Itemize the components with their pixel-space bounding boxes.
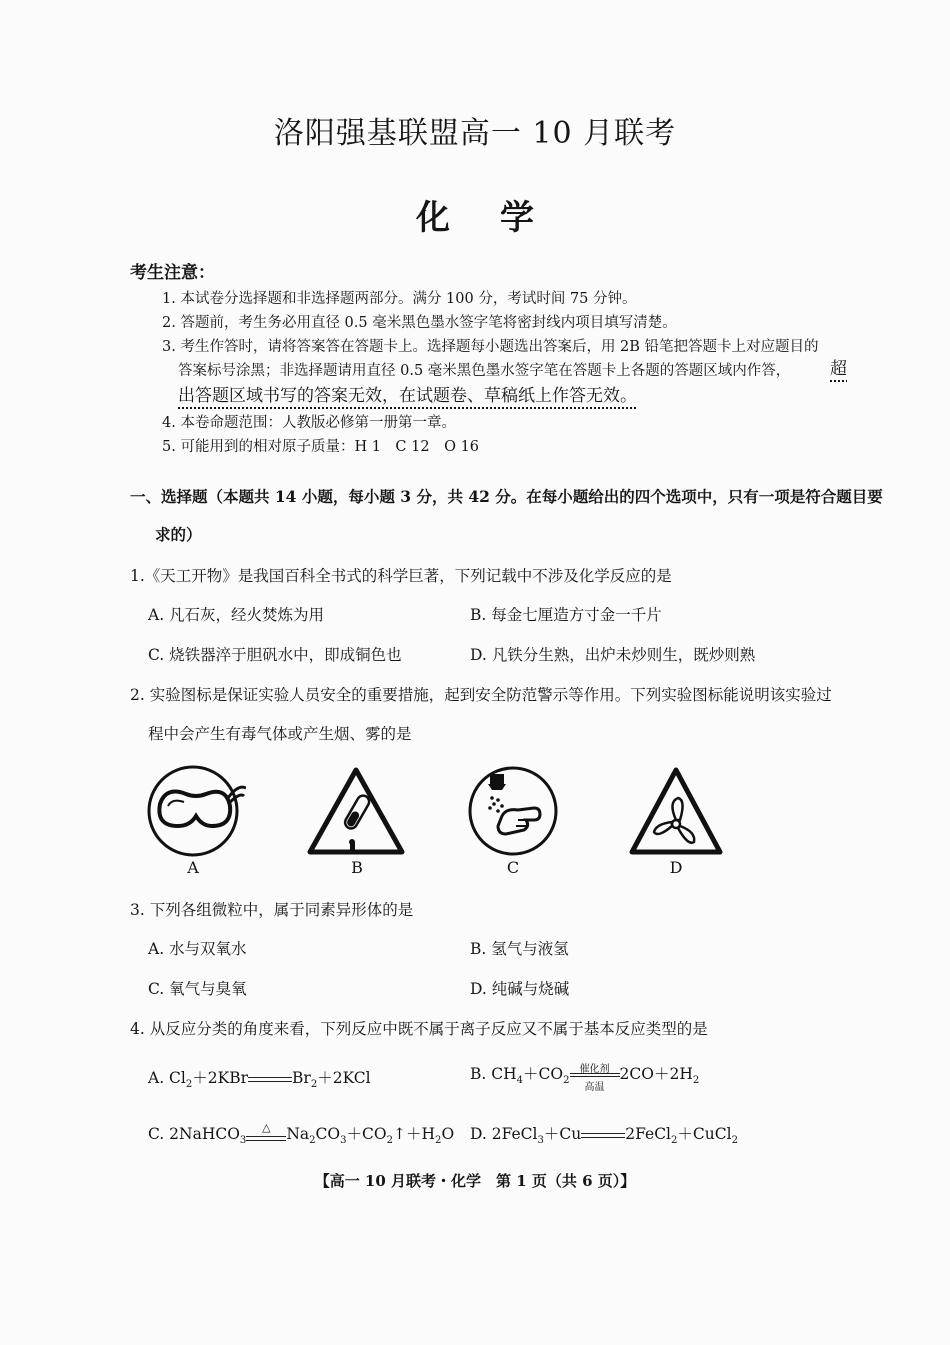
q1-option-a: A. 凡石灰，经火焚炼为用 <box>148 606 325 624</box>
notice-item-3: 3. 考生作答时，请将答案答在答题卡上。选择题每小题选出答案后，用 2B 铅笔把答题卡上对应题目的 <box>162 339 819 355</box>
q4-b-catalyst: 催化剂 <box>579 1064 610 1075</box>
q2-label-a: A <box>187 858 199 877</box>
q2-label-d: D <box>669 858 683 877</box>
q4-option-a: A. $Cl_2+2KBr$ $Br_2+2KCl$ <box>148 1069 371 1091</box>
page-footer: 【高一 10 月联考・化学 第 1 页（共 6 页）】 <box>314 1172 636 1190</box>
subject-title: 化学 <box>416 198 584 238</box>
notice-item-3-cont: 答案标号涂黑；非选择题请用直径 0.5 毫米黑色墨水签字笔在答题卡上各题的答题区域内作答， <box>178 363 791 379</box>
q4-b-condition: 高温 <box>584 1082 605 1093</box>
q1-option-b: B. 每金七厘造方寸金一千片 <box>470 606 662 624</box>
notice-item-3-emph: 出答题区域书写的答案无效，在试题卷、草稿纸上作答无效。 <box>178 386 637 406</box>
q2-label-b: B <box>351 858 363 877</box>
notice-item-5: 5. 可能用到的相对原子质量：H 1 C 12 O 16 <box>162 439 480 455</box>
q4-c-heat: △ <box>262 1121 271 1134</box>
notice-item-2: 2. 答题前，考生务必用直径 0.5 毫米黑色墨水签字笔将密封线内项目填写清楚。 <box>162 315 677 331</box>
q2-label-c: C <box>506 858 520 877</box>
corrosive-icon <box>306 766 406 856</box>
section-heading: 一、选择题（本题共 14 小题，每小题 3 分，共 42 分。在每小题给出的四个选项中，只有一项是符合题目要 <box>130 487 883 506</box>
hand-wash-icon <box>466 764 560 858</box>
q1-stem: 1.《天工开物》是我国百科全书式的科学巨著，下列记载中不涉及化学反应的是 <box>130 567 672 585</box>
notice-item-1: 1. 本试卷分选择题和非选择题两部分。满分 100 分，考试时间 75 分钟。 <box>162 291 637 307</box>
section-heading-cont: 求的） <box>155 525 202 544</box>
q2-stem-cont: 程中会产生有毒气体或产生烟、雾的是 <box>148 725 412 743</box>
q3-option-c: C. 氧气与臭氧 <box>148 980 247 998</box>
q1-option-c: C. 烧铁器淬于胆矾水中，即成铜色也 <box>148 646 402 664</box>
notice-item-3-emph-start: 超 <box>830 359 847 379</box>
q3-option-a: A. 水与双氧水 <box>148 940 247 958</box>
q4-option-b: B. $CH_4+CO_2$ 催化剂 高温 $2CO+2H_2$ <box>470 1060 699 1090</box>
exam-title: 洛阳强基联盟高一 10 月联考 <box>273 116 677 151</box>
q2-stem: 2. 实验图标是保证实验人员安全的重要措施，起到安全防范警示等作用。下列实验图标能说明该实验过 <box>130 686 832 704</box>
q4-option-c: C. 2NaHCO$_3$ △ $Na_2CO_3+CO_2↑+H_2O$ <box>148 1121 455 1147</box>
goggles-icon <box>146 764 246 858</box>
ventilation-fan-icon <box>628 766 724 856</box>
q3-option-b: B. 氢气与液氢 <box>470 940 569 958</box>
notice-heading: 考生注意： <box>130 263 215 283</box>
q3-option-d: D. 纯碱与烧碱 <box>470 980 570 998</box>
q1-option-d: D. 凡铁分生熟，出炉未炒则生，既炒则熟 <box>470 646 756 664</box>
notice-item-4: 4. 本卷命题范围：人教版必修第一册第一章。 <box>162 415 456 431</box>
q3-stem: 3. 下列各组微粒中，属于同素异形体的是 <box>130 901 414 919</box>
q4-stem: 4. 从反应分类的角度来看，下列反应中既不属于离子反应又不属于基本反应类型的是 <box>130 1020 708 1038</box>
q4-option-d: D. 2FeCl$_3$＋Cu 2FeCl$_2$＋CuCl$_2$ <box>470 1125 738 1147</box>
